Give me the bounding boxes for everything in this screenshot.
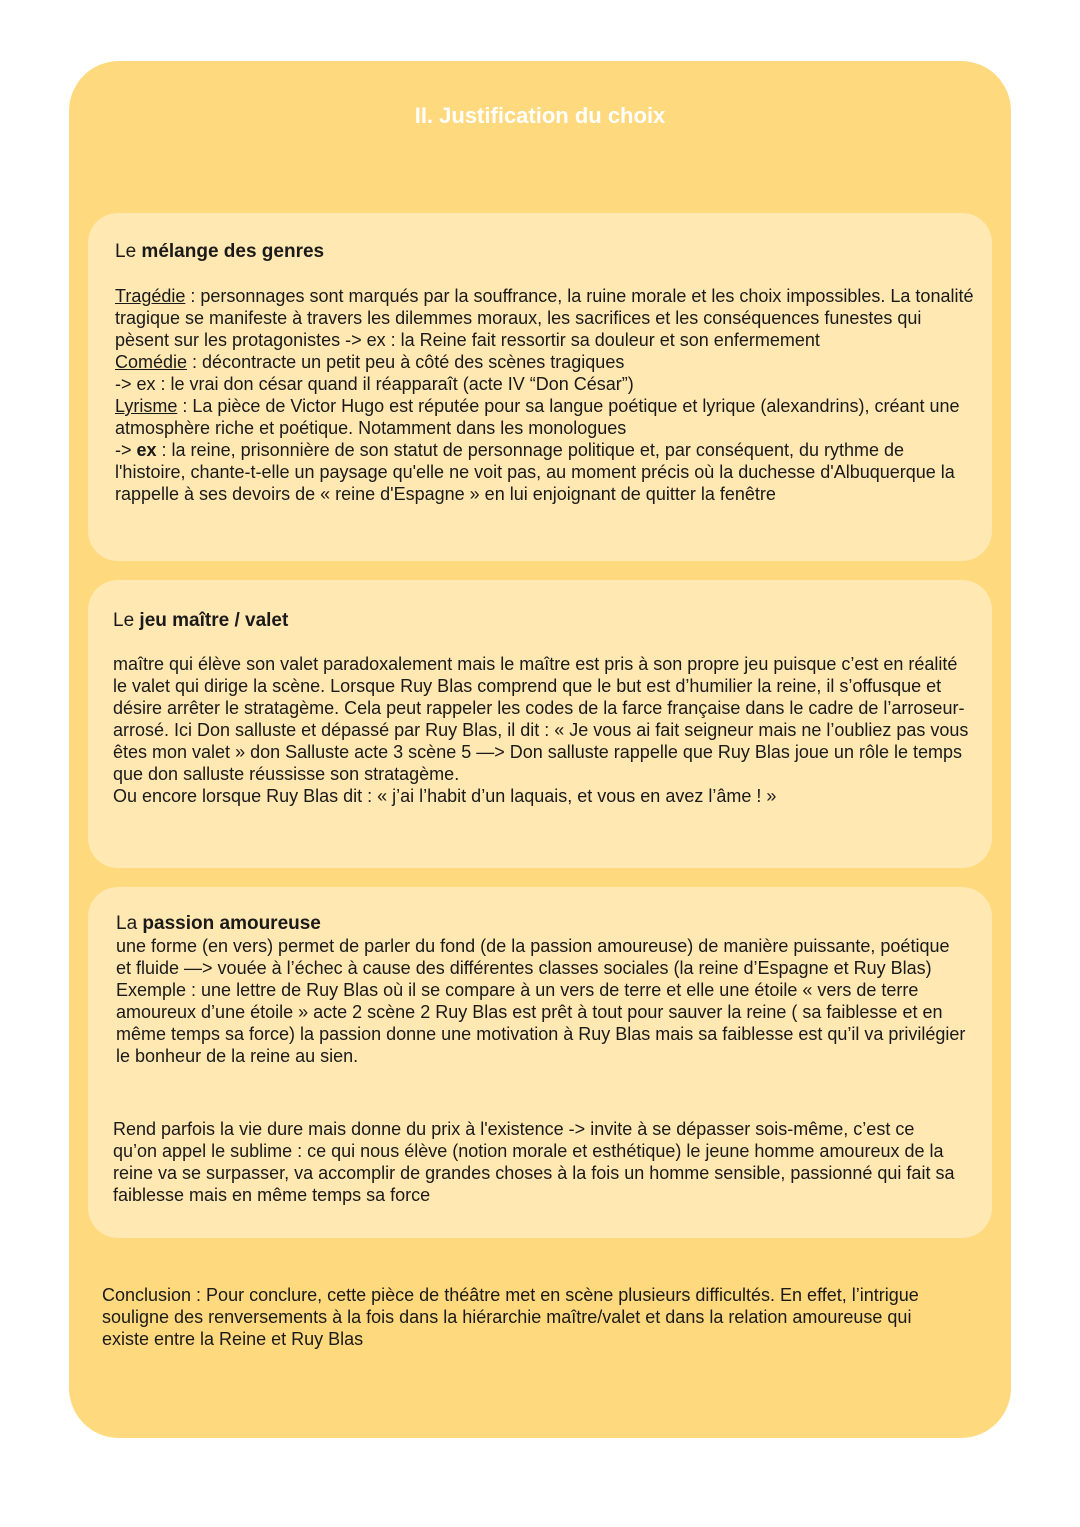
maitre-valet-paragraph <box>113 653 975 807</box>
tragedie-text: : personnages sont marqués par la souffrance, la ruine morale et les choix impossibles. La tonalité tragique se manifeste à travers les dilemmes moraux, les sacrifices et les conséquences funestes qui pèsent sur les protagonistes -> ex : la Reine fait ressortir sa douleur et son enfermement <box>115 286 974 350</box>
maitre-valet-text: maître qui élève son valet paradoxalement mais le maître est pris à son propre jeu puisque c’est en réalité le valet qui dirige la scène. Lorsque Ruy Blas comprend que le but est d’humilier la reine, il s’offusque et désire arrêter le stratagème. Cela peut rappeler les codes de la farce française dans le cadre de l’arroseur-arrosé. Ici Don salluste et dépassé par Ruy Blas, il dit : « Je vous ai fait seigneur mais ne l’oubliez pas vous êtes mon valet » don Salluste acte 3 scène 5 —> Don salluste rappelle que Ruy Blas joue un rôle le temps que don salluste réussisse son stratagème. <box>113 654 969 784</box>
section-passion-amoureuse <box>88 887 992 1238</box>
passion-example: Exemple : une lettre de Ruy Blas où il se compare à un vers de terre et elle une étoile « vers de terre amoureux d’une étoile » acte 2 scène 2 Ruy Blas est prêt à tout pour sauver la reine ( sa faiblesse et en même temps sa force) la passion donne une motivation à Ruy Blas mais sa faiblesse est qu’il va privilégier le bonheur de la reine au sien. <box>116 980 966 1066</box>
tragedie-paragraph <box>115 285 975 505</box>
heading-prefix: Le <box>113 610 140 631</box>
lyrisme-example-prefix: -> <box>115 440 137 460</box>
conclusion-paragraph: Conclusion : Pour conclure, cette pièce de théâtre met en scène plusieurs difficultés. En effet, l’intrigue souligne des renversements à la fois dans la hiérarchie maître/valet et dans la relation amoureuse qui existe entre la Reine et Ruy Blas <box>102 1285 919 1349</box>
section-heading <box>113 610 963 632</box>
lyrisme-example-text: : la reine, prisonnière de son statut de personnage politique et, par conséquent, du rythme de l'histoire, chante-t-elle un paysage qu'elle ne voit pas, au moment précis où la duchesse d'Albuquerque la rappelle à ses devoirs de « reine d'Espagne » en lui enjoignant de quitter la fenêtre <box>115 440 955 504</box>
passion-text: une forme (en vers) permet de parler du fond (de la passion amoureuse) de manière puissante, poétique et fluide —> vouée à l’échec à cause des différentes classes sociales (la reine d’Espagne et Ruy Blas) <box>116 936 950 978</box>
tragedie-label: Tragédie <box>115 286 186 306</box>
section-melange-des-genres <box>88 213 992 561</box>
heading-bold: passion amoureuse <box>142 913 321 934</box>
lyrisme-example-bold: ex <box>136 440 157 460</box>
maitre-valet-quote: Ou encore lorsque Ruy Blas dit : « j’ai l’habit d’un laquais, et vous en avez l’âme ! » <box>113 786 777 806</box>
heading-bold: jeu maître / valet <box>139 610 289 631</box>
heading-bold: mélange des genres <box>141 241 325 262</box>
lyrisme-text: : La pièce de Victor Hugo est réputée pour sa langue poétique et lyrique (alexandrins), créant une atmosphère riche et poétique. Notamment dans les monologues <box>115 396 960 438</box>
page-title: II. Justification du choix <box>414 103 666 128</box>
section-heading <box>115 241 965 263</box>
section-jeu-maitre-valet <box>88 580 992 868</box>
document-card <box>69 61 1011 1438</box>
passion-paragraph <box>116 935 966 1067</box>
heading-prefix: Le <box>115 241 142 262</box>
comedie-example: -> ex : le vrai don césar quand il réapparaît (acte IV “Don César”) <box>115 374 634 394</box>
sublime-paragraph: Rend parfois la vie dure mais donne du prix à l'existence -> invite à se dépasser sois-même, c’est ce qu’on appel le sublime : ce qui nous élève (notion morale et esthétique) le jeune homme amoureux de la reine va se surpasser, va accomplir de grandes choses à la fois un homme sensible, passionné qui fait sa faiblesse mais en même temps sa force <box>113 1119 955 1205</box>
heading-prefix: La <box>116 913 143 934</box>
section-heading <box>116 913 966 935</box>
comedie-text: : décontracte un petit peu à côté des scènes tragiques <box>187 352 625 372</box>
lyrisme-label: Lyrisme <box>115 396 178 416</box>
comedie-label: Comédie <box>115 352 188 372</box>
